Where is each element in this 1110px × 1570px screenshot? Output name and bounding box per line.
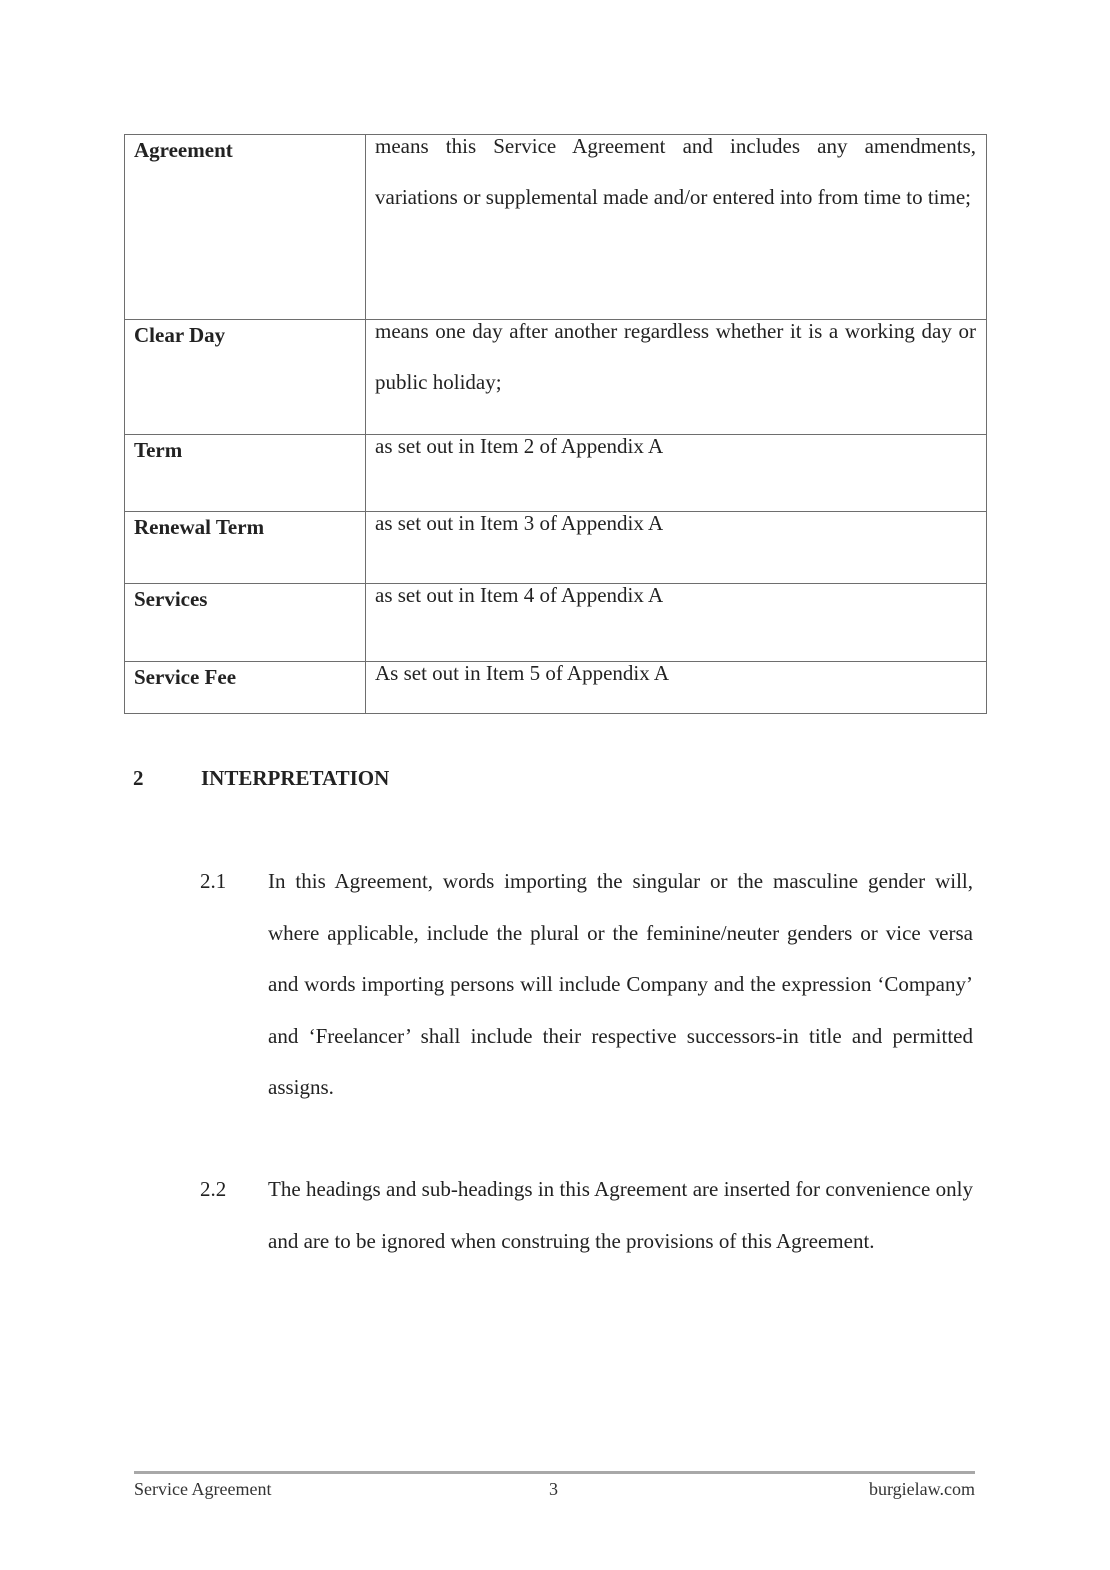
clause-text: In this Agreement, words importing the singular or the masculine gender will, where applicable, include the plural or the feminine/neuter genders or vice versa and words importing persons will include Company and the expression ‘Company’ and ‘Freelancer’ shall include their respective successors-in title and permitted assigns. (268, 869, 973, 1099)
clause-number: 2.1 (200, 869, 227, 893)
definition-row (125, 135, 987, 320)
term-cell: Agreement (125, 135, 366, 320)
term-cell: Renewal Term (125, 512, 366, 584)
definition-text: means one day after another regardless whether it is a working day or public holiday; (375, 319, 976, 394)
definition-text: As set out in Item 5 of Appendix A (375, 661, 669, 685)
clause-text: The headings and sub-headings in this Agreement are inserted for convenience only and are to be ignored when construing the provisions of this Agreement. (268, 1177, 973, 1253)
term-cell: Term (125, 435, 366, 512)
footer-website: burgielaw.com (869, 1479, 975, 1499)
definition-text: as set out in Item 4 of Appendix A (375, 583, 664, 607)
definition-cell (366, 662, 987, 714)
definition-cell (366, 320, 987, 435)
term-cell: Service Fee (125, 662, 366, 714)
section-title: INTERPRETATION (201, 766, 390, 790)
footer-divider (134, 1471, 975, 1474)
term-cell: Clear Day (125, 320, 366, 435)
clause-number: 2.2 (200, 1177, 227, 1201)
definitions-table (124, 134, 987, 714)
term-cell: Services (125, 584, 366, 662)
definition-row (125, 320, 987, 435)
definition-text: as set out in Item 3 of Appendix A (375, 511, 664, 535)
definition-cell (366, 135, 987, 320)
definition-row (125, 662, 987, 714)
definition-text: means this Service Agreement and includes any amendments, variations or supplemental made and/or entered into from time to time; (375, 134, 976, 209)
footer-document-title: Service Agreement (134, 1479, 272, 1499)
section-number: 2 (133, 766, 144, 790)
definition-text: as set out in Item 2 of Appendix A (375, 434, 664, 458)
page-number: 3 (549, 1479, 558, 1499)
